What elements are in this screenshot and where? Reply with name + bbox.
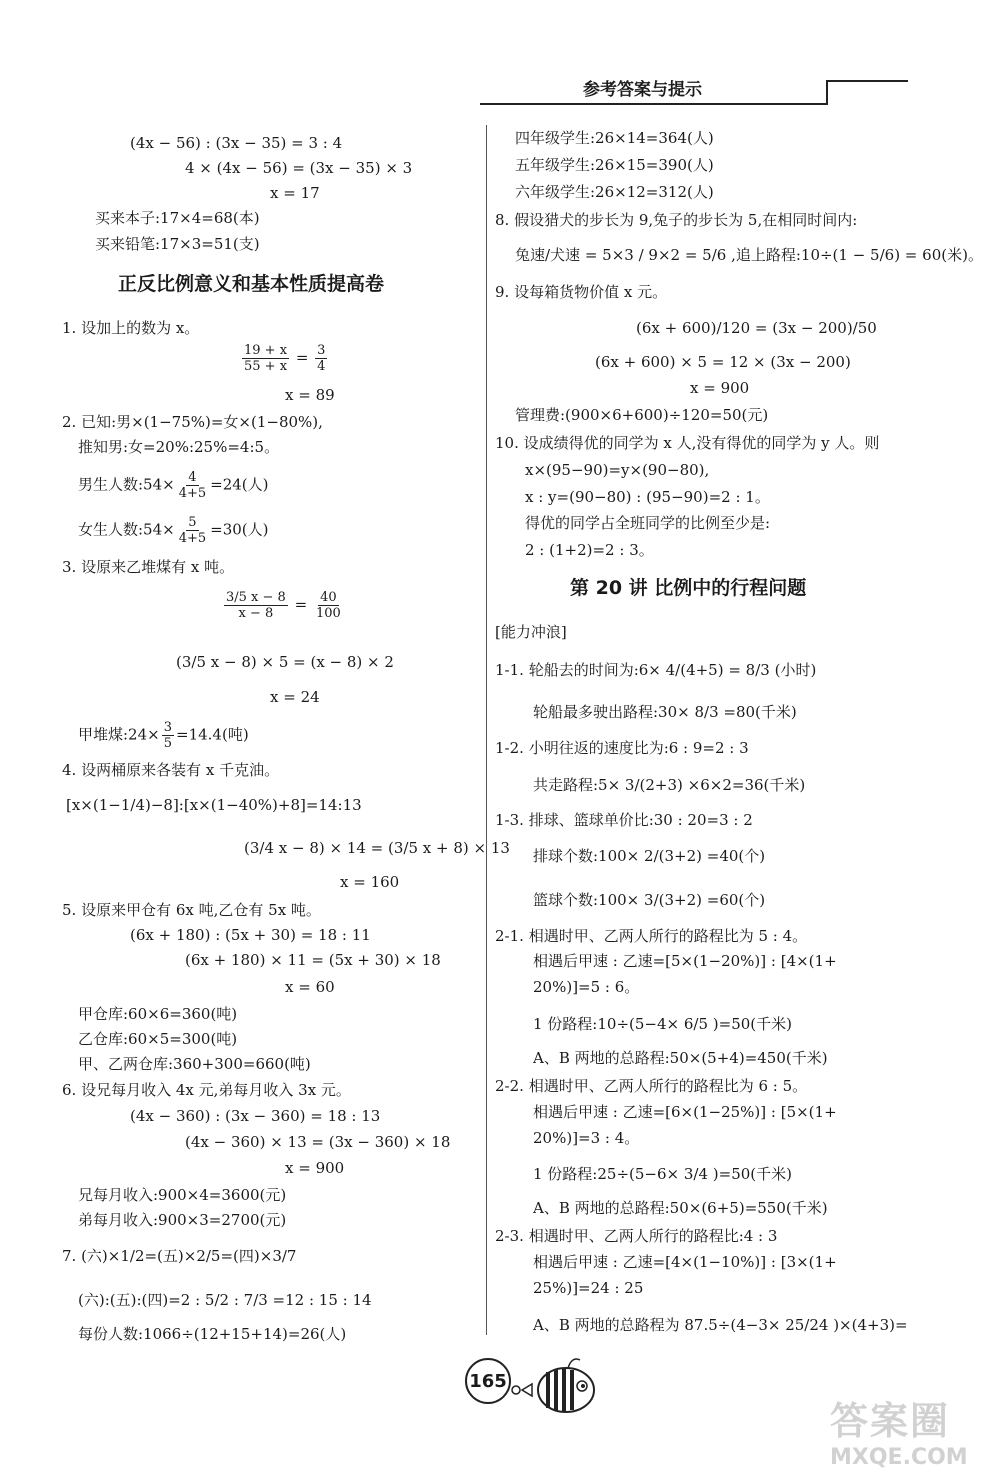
p2-1-d: 1 份路程:10÷(5−4× 6/5 )=50(千米) bbox=[533, 1015, 792, 1033]
q3-c-frac-den: 5 bbox=[163, 736, 172, 751]
q1-frac-right-num: 3 bbox=[317, 343, 326, 358]
p1-3: 1-3. 排球、篮球单价比:30 : 20=3 : 2 bbox=[495, 811, 753, 829]
watermark-logo bbox=[830, 1390, 995, 1476]
q10-b: x : y=(90−80) : (95−90)=2 : 1。 bbox=[525, 488, 770, 506]
q9-b: (6x + 600) × 5 = 12 × (3x − 200) bbox=[595, 353, 851, 371]
p2-2-c: 20%)]=3 : 4。 bbox=[533, 1129, 640, 1147]
q2-b: 推知男:女=20%:25%=4:5。 bbox=[78, 438, 280, 456]
q4: 4. 设两桶原来各装有 x 千克油。 bbox=[62, 761, 280, 779]
p2-1: 2-1. 相遇时甲、乙两人所行的路程比为 5 : 4。 bbox=[495, 927, 808, 945]
r-line-2: 五年级学生:26×15=390(人) bbox=[515, 156, 714, 174]
r-line-3: 六年级学生:26×12=312(人) bbox=[515, 183, 714, 201]
q2-female-frac bbox=[177, 515, 208, 546]
p2-3-c: 25%)]=24 : 25 bbox=[533, 1279, 644, 1297]
section-title: 正反比例意义和基本性质提高卷 bbox=[118, 273, 385, 295]
q3-c-frac bbox=[162, 720, 174, 751]
p2-3-d: A、B 两地的总路程为 87.5÷(4−3× 25/24 )×(4+3)= bbox=[533, 1316, 908, 1334]
q5-b: (6x + 180) × 11 = (5x + 30) × 18 bbox=[185, 951, 441, 969]
q1-answer: x = 89 bbox=[285, 386, 335, 404]
q3-frac-right-num: 40 bbox=[320, 590, 337, 605]
r-line-1: 四年级学生:26×14=364(人) bbox=[515, 129, 714, 147]
left-line-4: 买来本子:17×4=68(本) bbox=[95, 209, 260, 227]
q10-c: 得优的同学占全班同学的比例至少是: bbox=[525, 514, 771, 532]
q2-male-frac bbox=[177, 470, 208, 501]
q4-answer: x = 160 bbox=[340, 873, 400, 891]
q5-c: 甲仓库:60×6=360(吨) bbox=[78, 1005, 238, 1023]
p2-1-c: 20%)]=5 : 6。 bbox=[533, 978, 640, 996]
q3: 3. 设原来乙堆煤有 x 吨。 bbox=[62, 558, 235, 576]
fish-mascot-icon bbox=[508, 1350, 598, 1420]
q10-d: 2 : (1+2)=2 : 3。 bbox=[525, 541, 654, 559]
subsection-label: [能力冲浪] bbox=[495, 623, 567, 641]
q2-female-frac-den: 4+5 bbox=[178, 531, 207, 546]
q3-frac-left-den: x − 8 bbox=[238, 606, 274, 621]
q6-c: 兄每月收入:900×4=3600(元) bbox=[78, 1186, 287, 1204]
left-line-3: x = 17 bbox=[270, 184, 320, 202]
left-line-5: 买来铅笔:17×3=51(支) bbox=[95, 235, 260, 253]
q2-male-frac-den: 4+5 bbox=[178, 486, 207, 501]
q2-male-result: =24(人) bbox=[210, 475, 269, 494]
q1-frac-left-num: 19 + x bbox=[244, 343, 288, 358]
p2-2-e: A、B 两地的总路程:50×(6+5)=550(千米) bbox=[533, 1199, 828, 1217]
q10-a: x×(95−90)=y×(90−80), bbox=[525, 461, 710, 479]
q2: 2. 已知:男×(1−75%)=女×(1−80%), bbox=[62, 413, 323, 431]
q3-frac-left-num: 3/5 x − 8 bbox=[226, 590, 286, 605]
q1-frac-right-den: 4 bbox=[317, 359, 326, 374]
q1-frac-left bbox=[242, 343, 289, 374]
q8-a: 兔速/犬速 = 5×3 / 9×2 = 5/6 ,追上路程:10÷(1 − 5/6) = 60(米)。 bbox=[515, 246, 983, 264]
p2-1-b: 相遇后甲速 : 乙速=[5×(1−20%)] : [4×(1+ bbox=[533, 952, 837, 970]
left-line-2: 4 × (4x − 56) = (3x − 35) × 3 bbox=[185, 159, 413, 177]
q6: 6. 设兄每月收入 4x 元,弟每月收入 3x 元。 bbox=[62, 1081, 351, 1099]
q3-c bbox=[78, 720, 249, 751]
q8: 8. 假设猎犬的步长为 9,兔子的步长为 5,在相同时间内: bbox=[495, 211, 858, 229]
header-title: 参考答案与提示 bbox=[583, 80, 702, 100]
q9-a: (6x + 600)/120 = (3x − 200)/50 bbox=[636, 319, 877, 337]
q2-female-count bbox=[78, 515, 269, 546]
p1-1-b: 轮船最多驶出路程:30× 8/3 =80(千米) bbox=[533, 703, 797, 721]
q7: 7. (六)×1/2=(五)×2/5=(四)×3/7 bbox=[62, 1247, 297, 1265]
q1-frac-left-den: 55 + x bbox=[244, 359, 288, 374]
q9-answer: x = 900 bbox=[690, 379, 750, 397]
q3-frac-left bbox=[224, 590, 288, 621]
p2-2: 2-2. 相遇时甲、乙两人所行的路程比为 6 : 5。 bbox=[495, 1077, 808, 1095]
q5-a: (6x + 180) : (5x + 30) = 18 : 11 bbox=[130, 926, 371, 944]
q1: 1. 设加上的数为 x。 bbox=[62, 319, 200, 337]
q3-b: (3/5 x − 8) × 5 = (x − 8) × 2 bbox=[176, 653, 394, 671]
q1-equation bbox=[240, 343, 329, 374]
p1-1: 1-1. 轮船去的时间为:6× 4/(4+5) = 8/3 (小时) bbox=[495, 661, 817, 679]
q1-frac-right bbox=[315, 343, 327, 374]
p1-2-b: 共走路程:5× 3/(2+3) ×6×2=36(千米) bbox=[533, 776, 806, 794]
p2-3-b: 相遇后甲速 : 乙速=[4×(1−10%)] : [3×(1+ bbox=[533, 1253, 837, 1271]
watermark-logo-text: 答案圈 bbox=[830, 1399, 951, 1443]
q3-equation bbox=[222, 590, 345, 621]
page-number-badge bbox=[465, 1358, 511, 1404]
q5-d: 乙仓库:60×5=300(吨) bbox=[78, 1030, 238, 1048]
lecture-title: 第 20 讲 比例中的行程问题 bbox=[570, 577, 807, 599]
header-top-rule bbox=[826, 80, 908, 82]
q2-male-label: 男生人数:54× bbox=[78, 475, 175, 494]
q7-b: (六):(五):(四)=2 : 5/2 : 7/3 =12 : 15 : 14 bbox=[78, 1291, 372, 1309]
q6-answer: x = 900 bbox=[285, 1159, 345, 1177]
left-line-1: (4x − 56) : (3x − 35) = 3 : 4 bbox=[130, 134, 343, 152]
q3-c-label: 甲堆煤:24× bbox=[78, 725, 160, 744]
p2-2-d: 1 份路程:25÷(5−6× 3/4 )=50(千米) bbox=[533, 1165, 792, 1183]
q3-answer: x = 24 bbox=[270, 688, 320, 706]
p2-1-e: A、B 两地的总路程:50×(5+4)=450(千米) bbox=[533, 1049, 828, 1067]
q9: 9. 设每箱货物价值 x 元。 bbox=[495, 283, 668, 301]
q2-male-count bbox=[78, 470, 269, 501]
q6-d: 弟每月收入:900×3=2700(元) bbox=[78, 1211, 287, 1229]
watermark-url: MXQE.COM bbox=[830, 1445, 968, 1470]
p2-2-b: 相遇后甲速 : 乙速=[6×(1−25%)] : [5×(1+ bbox=[533, 1103, 837, 1121]
q6-a: (4x − 360) : (3x − 360) = 18 : 13 bbox=[130, 1107, 381, 1125]
header-corner-rule bbox=[826, 80, 828, 105]
p1-3-b: 排球个数:100× 2/(3+2) =40(个) bbox=[533, 847, 766, 865]
q6-b: (4x − 360) × 13 = (3x − 360) × 18 bbox=[185, 1133, 451, 1151]
q2-male-frac-num: 4 bbox=[188, 470, 197, 485]
p2-3: 2-3. 相遇时甲、乙两人所行的路程比:4 : 3 bbox=[495, 1227, 778, 1245]
q5-e: 甲、乙两仓库:360+300=660(吨) bbox=[78, 1055, 311, 1073]
q1-equals: = bbox=[295, 348, 309, 367]
q5-answer: x = 60 bbox=[285, 978, 335, 996]
p1-3-c: 篮球个数:100× 3/(3+2) =60(个) bbox=[533, 891, 766, 909]
p1-2: 1-2. 小明往返的速度比为:6 : 9=2 : 3 bbox=[495, 739, 749, 757]
q3-c-result: =14.4(吨) bbox=[176, 725, 249, 744]
page-number: 165 bbox=[469, 1370, 507, 1392]
q3-frac-right bbox=[314, 590, 343, 621]
header-rule bbox=[480, 103, 828, 105]
column-divider bbox=[486, 125, 487, 1335]
q2-female-frac-num: 5 bbox=[188, 515, 197, 530]
q10: 10. 设成绩得优的同学为 x 人,没有得优的同学为 y 人。则 bbox=[495, 434, 880, 452]
q7-c: 每份人数:1066÷(12+15+14)=26(人) bbox=[78, 1325, 347, 1343]
q2-female-label: 女生人数:54× bbox=[78, 520, 175, 539]
q3-equals: = bbox=[294, 595, 308, 614]
q4-b: (3/4 x − 8) × 14 = (3/5 x + 8) × 13 bbox=[244, 839, 510, 857]
q2-female-result: =30(人) bbox=[210, 520, 269, 539]
q3-c-frac-num: 3 bbox=[163, 720, 172, 735]
q9-c: 管理费:(900×6+600)÷120=50(元) bbox=[515, 406, 769, 424]
q4-a: [x×(1−1/4)−8]:[x×(1−40%)+8]=14:13 bbox=[66, 796, 362, 814]
q5: 5. 设原来甲仓有 6x 吨,乙仓有 5x 吨。 bbox=[62, 901, 321, 919]
q3-frac-right-den: 100 bbox=[315, 606, 341, 621]
